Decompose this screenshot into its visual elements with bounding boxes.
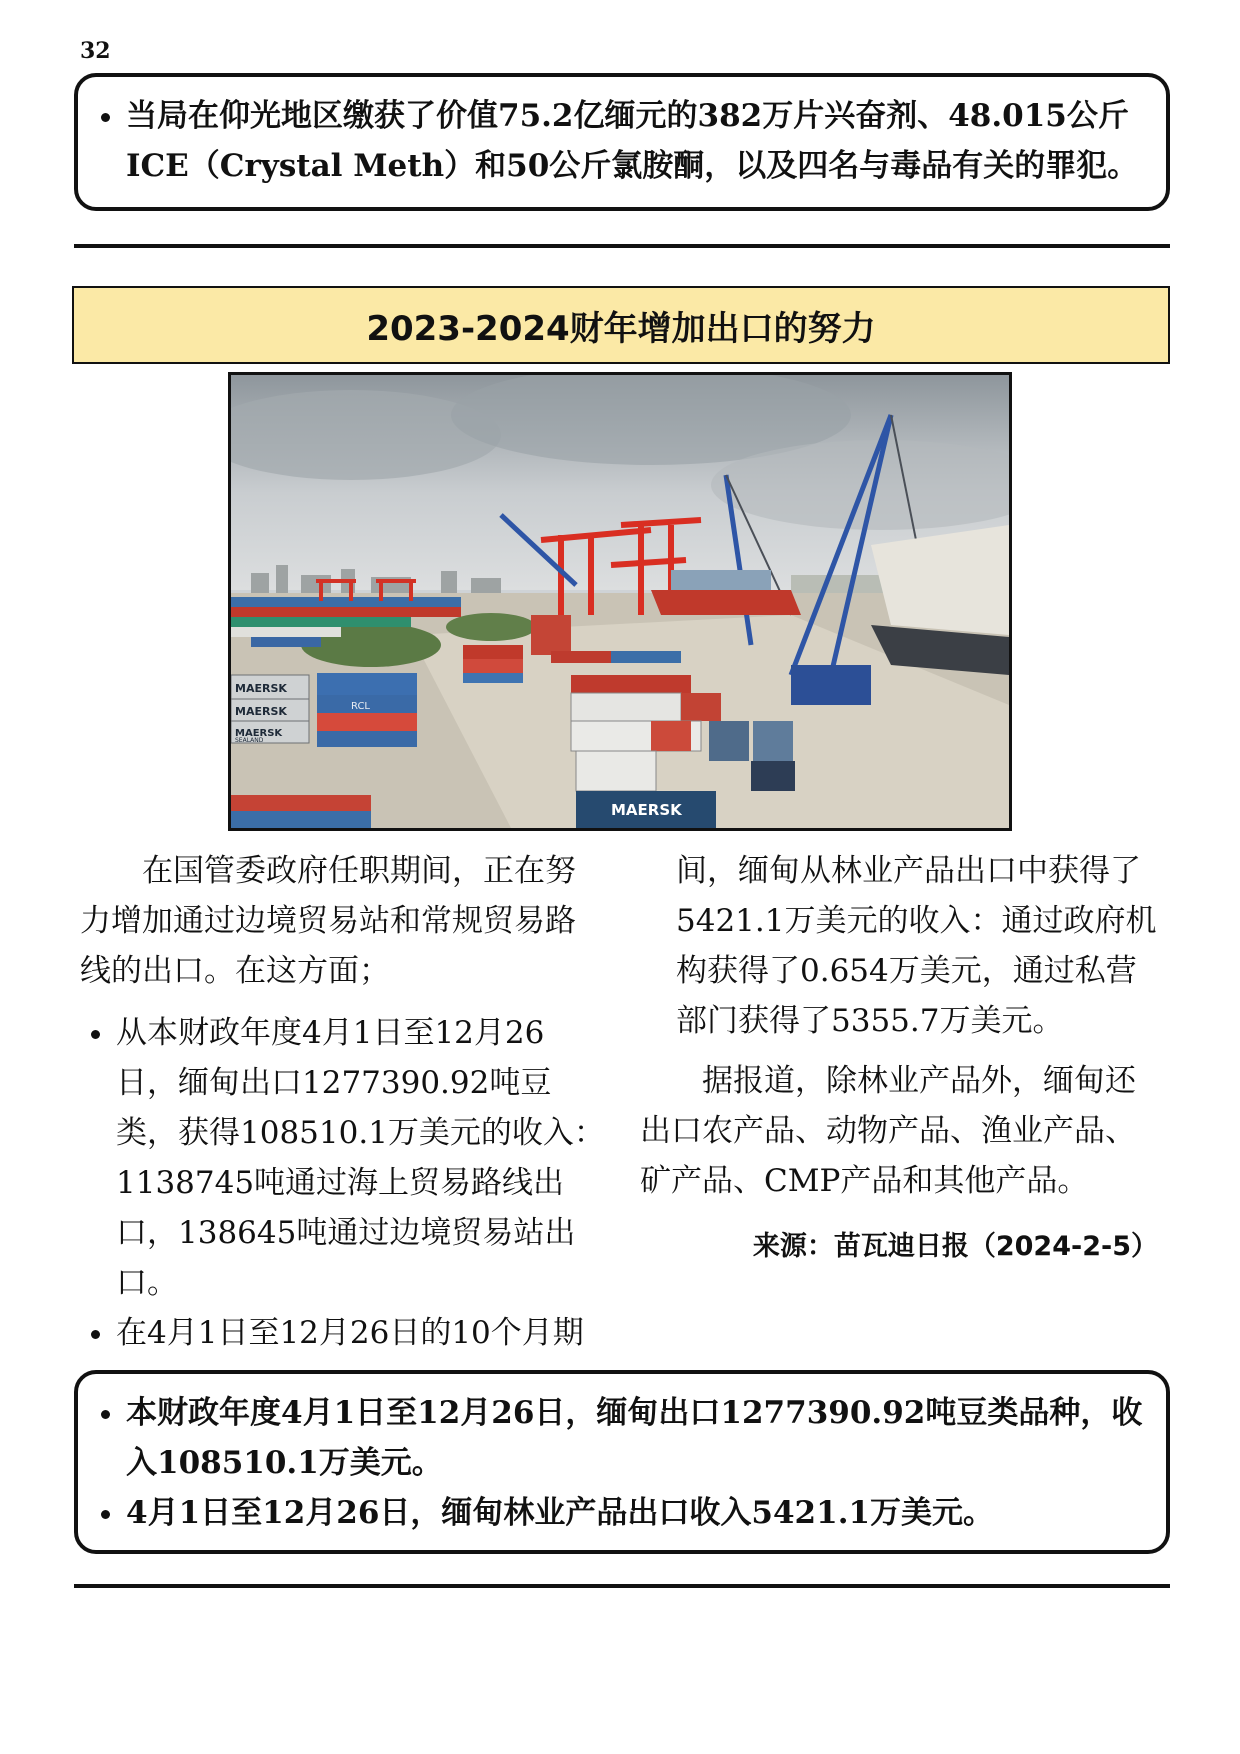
mobile-crane-base	[791, 665, 871, 705]
article-title: 2023-2024财年增加出口的努力	[72, 286, 1170, 364]
port-photo	[228, 372, 1012, 831]
top-summary-box	[74, 73, 1170, 211]
rcl-label: RCL	[351, 701, 371, 712]
article-intro: 在国管委政府任职期间，正在努力增加通过边境贸易站和常规贸易路线的出口。在这方面；	[80, 853, 576, 989]
bottom-summary-item: • 4月1日至12月26日，缅甸林业产品出口收入5421.1万美元。	[126, 1488, 1144, 1538]
maersk-label: MAERSK	[235, 705, 287, 718]
top-summary-list	[100, 91, 1144, 191]
page-number: 32	[80, 38, 111, 64]
divider-rule	[74, 244, 1170, 248]
article-bullet-continued: 间，缅甸从林业产品出口中获得了5421.1万美元的收入：通过政府机构获得了0.654万美元，通过私营部门获得了5355.7万美元。	[676, 853, 1157, 1039]
article-column-right	[640, 846, 1158, 1272]
ship-containers	[671, 570, 771, 590]
article-bullets	[80, 1008, 606, 1358]
bottom-summary-item: • 本财政年度4月1日至12月26日，缅甸出口1277390.92吨豆类品种，收入108510.1万美元。	[126, 1388, 1144, 1488]
container-stacks-center	[571, 675, 721, 828]
article-column-left	[80, 846, 606, 1358]
cargo-ship	[651, 590, 801, 615]
maersk-label: MAERSK	[611, 801, 682, 819]
maersk-label: MAERSK	[235, 728, 283, 739]
article-bullet: • 在4月1日至12月26日的10个月期	[116, 1308, 606, 1358]
top-summary-item: • 当局在仰光地区缴获了价值75.2亿缅元的382万片兴奋剂、48.015公斤ICE（Crystal Meth）和50公斤氯胺酮，以及四名与毒品有关的罪犯。	[126, 91, 1144, 191]
sealand-label: SEALAND	[235, 737, 264, 744]
trees	[446, 613, 536, 641]
divider-rule	[74, 1584, 1170, 1588]
article-bullet: • 从本财政年度4月1日至12月26日，缅甸出口1277390.92吨豆类，获得108510.1万美元的收入：1138745吨通过海上贸易路线出口，138645吨通过边境贸易站出口。	[116, 1008, 606, 1308]
article-source: 来源：苗瓦迪日报（2024-2-5）	[752, 1231, 1158, 1262]
article-paragraph: 据报道，除林业产品外，缅甸还出口农产品、动物产品、渔业产品、矿产品、CMP产品和其他产品。	[640, 1063, 1136, 1199]
bottom-summary-box	[74, 1370, 1170, 1554]
bottom-summary-list	[100, 1388, 1144, 1538]
maersk-label: MAERSK	[235, 682, 287, 695]
